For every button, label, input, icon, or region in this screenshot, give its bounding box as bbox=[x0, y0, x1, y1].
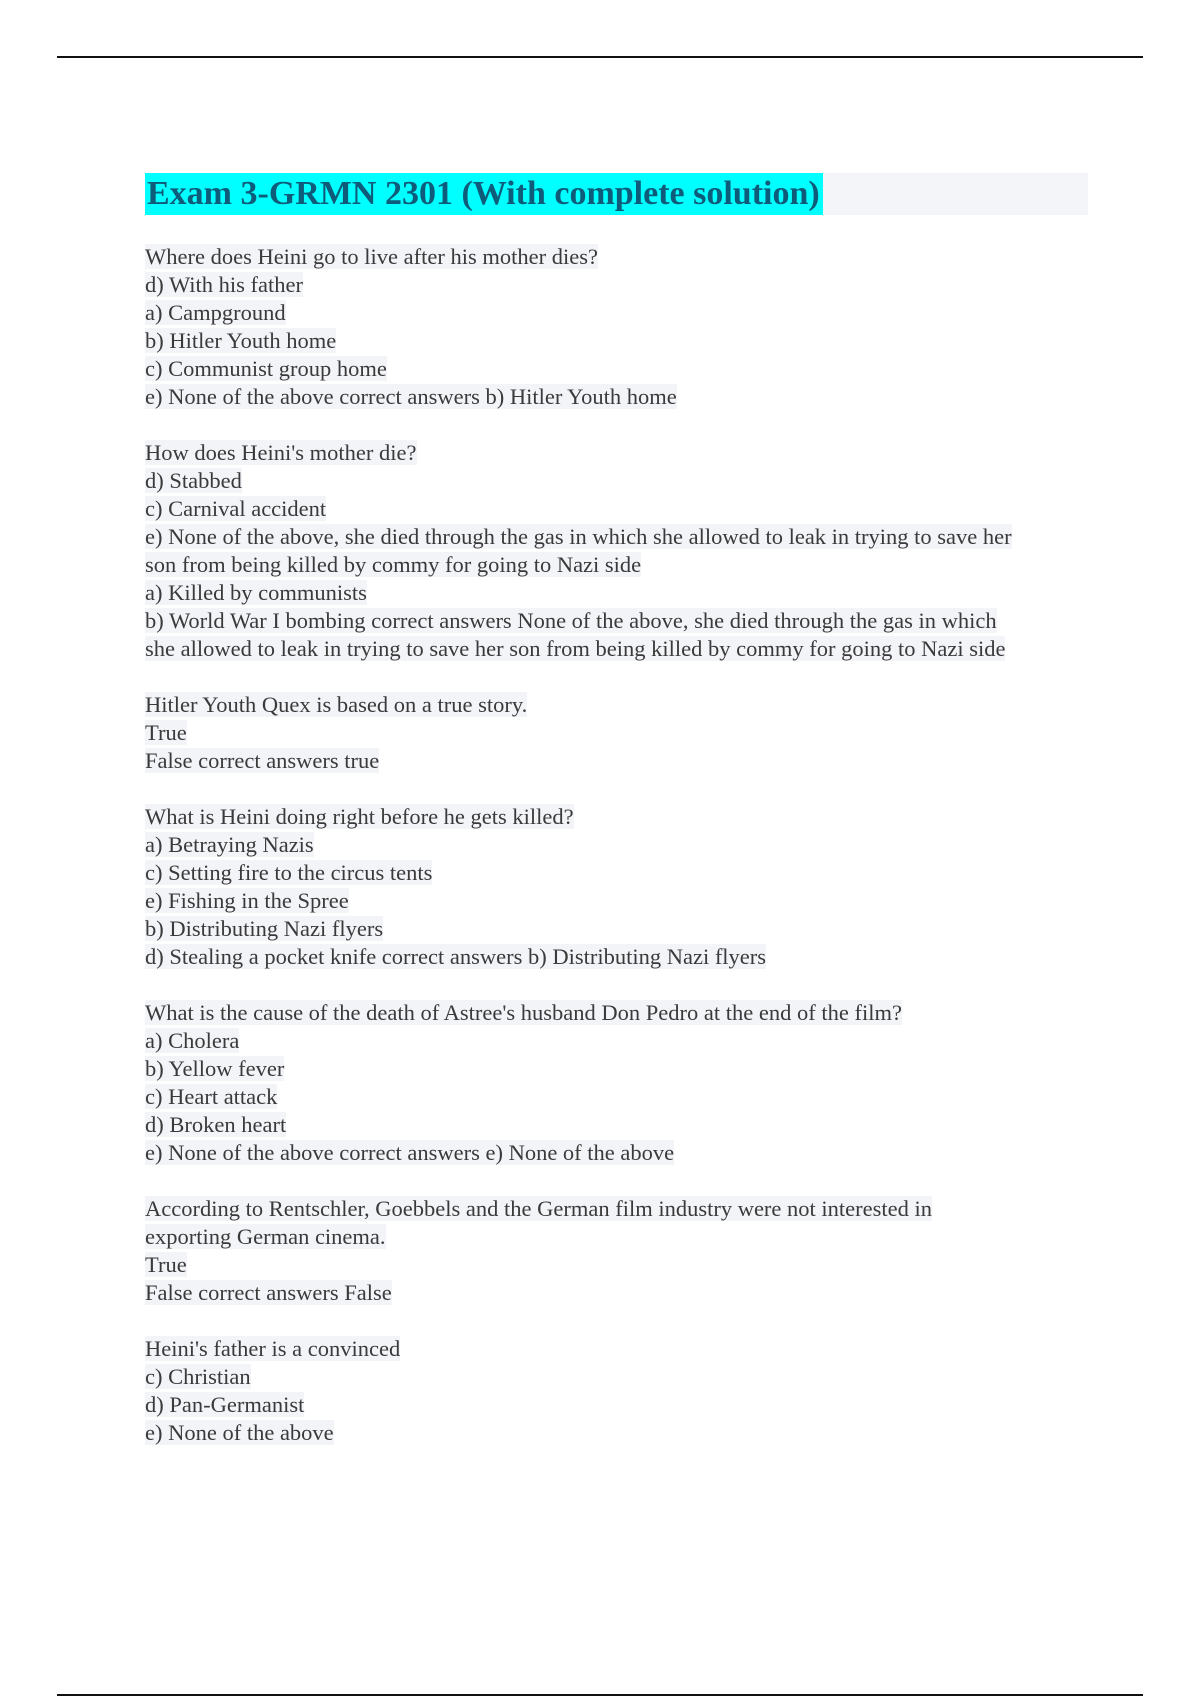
answer-option: son from being killed by commy for going to Nazi side bbox=[145, 552, 642, 577]
question-text: exporting German cinema. bbox=[145, 1224, 386, 1249]
answer-option: False correct answers true bbox=[145, 748, 380, 773]
answer-option: c) Heart attack bbox=[145, 1084, 278, 1109]
question-text: According to Rentschler, Goebbels and the German film industry were not interested in bbox=[145, 1196, 933, 1221]
question-block-2 bbox=[145, 439, 1095, 663]
bottom-rule bbox=[57, 1694, 1143, 1696]
question-text: How does Heini's mother die? bbox=[145, 440, 417, 465]
answer-option: False correct answers False bbox=[145, 1280, 392, 1305]
answer-option: b) World War I bombing correct answers None of the above, she died through the gas in which bbox=[145, 608, 997, 633]
question-text: What is the cause of the death of Astree's husband Don Pedro at the end of the film? bbox=[145, 1000, 902, 1025]
answer-option: c) Setting fire to the circus tents bbox=[145, 860, 433, 885]
answer-option: a) Killed by communists bbox=[145, 580, 367, 605]
question-block-7 bbox=[145, 1335, 1095, 1447]
answer-option: True bbox=[145, 720, 187, 745]
document-body bbox=[145, 243, 1095, 1475]
question-block-3 bbox=[145, 691, 1095, 775]
answer-option: b) Distributing Nazi flyers bbox=[145, 916, 384, 941]
question-block-6 bbox=[145, 1195, 1095, 1307]
answer-option: e) Fishing in the Spree bbox=[145, 888, 349, 913]
answer-option: d) Pan-Germanist bbox=[145, 1392, 305, 1417]
answer-option: d) Stealing a pocket knife correct answers b) Distributing Nazi flyers bbox=[145, 944, 767, 969]
question-block-4 bbox=[145, 803, 1095, 971]
question-text: What is Heini doing right before he gets killed? bbox=[145, 804, 574, 829]
answer-option: True bbox=[145, 1252, 187, 1277]
question-text: Hitler Youth Quex is based on a true story. bbox=[145, 692, 528, 717]
answer-option: she allowed to leak in trying to save her son from being killed by commy for going to Nazi side bbox=[145, 636, 1006, 661]
question-text: Where does Heini go to live after his mother dies? bbox=[145, 244, 598, 269]
answer-option: b) Hitler Youth home bbox=[145, 328, 337, 353]
answer-option: d) Stabbed bbox=[145, 468, 242, 493]
question-block-1 bbox=[145, 243, 1095, 411]
answer-option: e) None of the above correct answers b) Hitler Youth home bbox=[145, 384, 677, 409]
answer-option: c) Carnival accident bbox=[145, 496, 327, 521]
top-rule bbox=[57, 56, 1143, 58]
answer-option: c) Communist group home bbox=[145, 356, 387, 381]
answer-option: a) Cholera bbox=[145, 1028, 240, 1053]
page-title: Exam 3-GRMN 2301 (With complete solution) bbox=[145, 173, 823, 215]
answer-option: d) Broken heart bbox=[145, 1112, 287, 1137]
answer-option: e) None of the above bbox=[145, 1420, 334, 1445]
answer-option: a) Betraying Nazis bbox=[145, 832, 314, 857]
answer-option: e) None of the above correct answers e) None of the above bbox=[145, 1140, 675, 1165]
answer-option: b) Yellow fever bbox=[145, 1056, 285, 1081]
answer-option: e) None of the above, she died through the gas in which she allowed to leak in trying to save her bbox=[145, 524, 1012, 549]
question-text: Heini's father is a convinced bbox=[145, 1336, 401, 1361]
answer-option: d) With his father bbox=[145, 272, 304, 297]
answer-option: c) Christian bbox=[145, 1364, 251, 1389]
answer-option: a) Campground bbox=[145, 300, 286, 325]
question-block-5 bbox=[145, 999, 1095, 1167]
